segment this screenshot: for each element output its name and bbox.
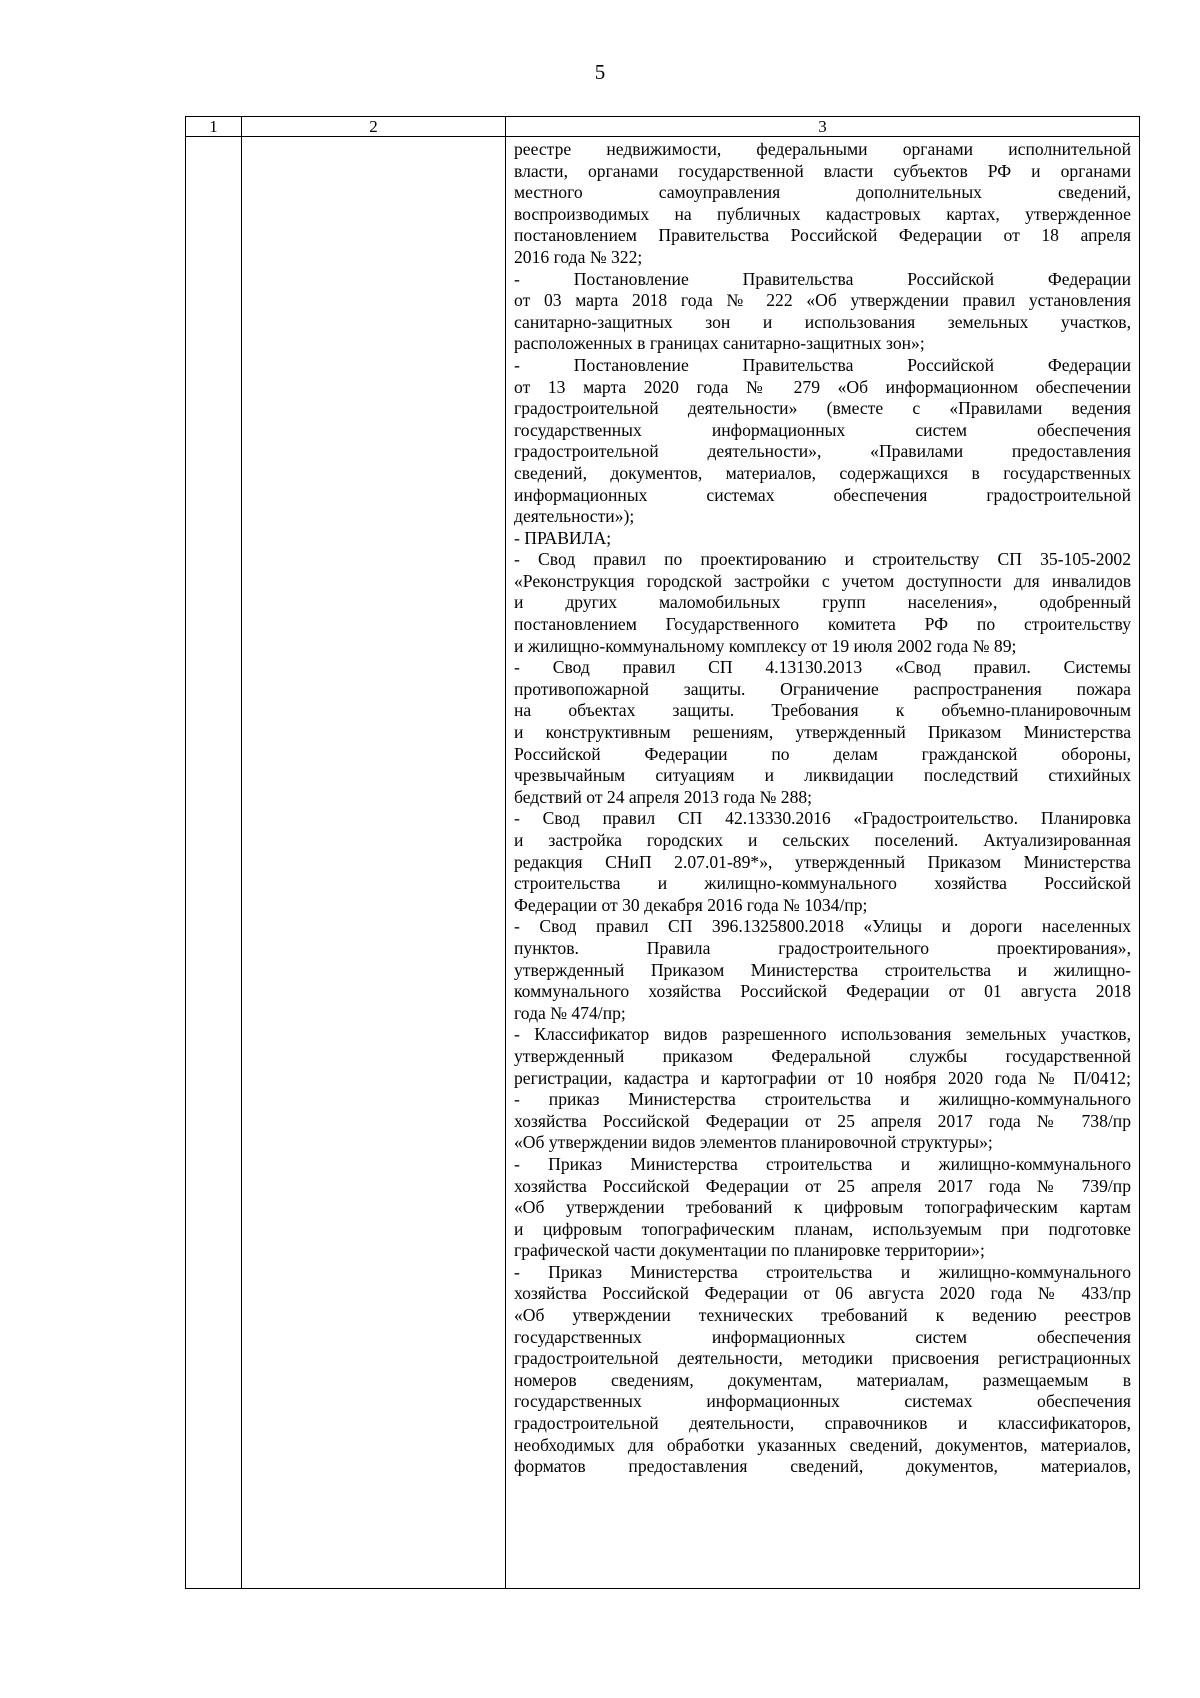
- text-line: Федерации от 30 декабря 2016 года № 1034/пр;: [514, 894, 868, 915]
- text-line: расположенных в границах санитарно-защитных зон»;: [514, 333, 925, 354]
- text-line: «Об утверждении технических требований к ведению реестров: [514, 1305, 1131, 1326]
- text-line: коммунального хозяйства Российской Федерации от 01 августа 2018: [514, 981, 1131, 1002]
- text-line: реестре недвижимости, федеральными органами исполнительной: [514, 139, 1131, 159]
- text-line: постановлением Государственного комитета РФ по строительству: [514, 614, 1131, 635]
- text-line: - Постановление Правительства Российской Федерации: [514, 268, 1131, 289]
- page-number: 5: [594, 60, 606, 84]
- header-cell-col-1: 1: [186, 117, 242, 137]
- text-line: - ПРАВИЛА;: [514, 527, 612, 548]
- text-line: - Свод правил по проектированию и строительству СП 35-105-2002: [514, 549, 1131, 570]
- text-line: градостроительной деятельности» (вместе с «Правилами ведения: [514, 398, 1131, 419]
- text-line: «Реконструкция городской застройки с учетом доступности для инвалидов: [514, 570, 1131, 591]
- text-line: - Свод правил СП 42.13330.2016 «Градостроительство. Планировка: [514, 808, 1131, 829]
- text-line: необходимых для обработки указанных сведений, документов, материалов,: [514, 1434, 1131, 1455]
- text-line: - Классификатор видов разрешенного использования земельных участков,: [514, 1024, 1131, 1045]
- text-line: форматов предоставления сведений, документов, материалов,: [514, 1456, 1131, 1477]
- text-line: государственных информационных системах обеспечения: [514, 1391, 1131, 1412]
- text-line: противопожарной защиты. Ограничение распространения пожара: [514, 678, 1131, 699]
- text-line: и конструктивным решениям, утвержденный Приказом Министерства: [514, 722, 1131, 743]
- text-line: воспроизводимых на публичных кадастровых картах, утвержденное: [514, 203, 1131, 224]
- text-line: 2016 года № 322;: [514, 246, 643, 267]
- text-line: градостроительной деятельности, методики присвоения регистрационных: [514, 1348, 1131, 1369]
- text-line: власти, органами государственной власти субъектов РФ и органами: [514, 160, 1131, 181]
- text-line: номеров сведениям, документам, материалам, размещаемым в: [514, 1369, 1131, 1390]
- text-line: - Приказ Министерства строительства и жилищно-коммунального: [514, 1153, 1131, 1174]
- text-line: утвержденный Приказом Министерства строительства и жилищно-: [514, 959, 1131, 980]
- text-line: хозяйства Российской Федерации от 06 августа 2020 года № 433/пр: [514, 1283, 1131, 1304]
- text-line: и застройка городских и сельских поселений. Актуализированная: [514, 830, 1131, 850]
- text-line: государственных информационных систем обеспечения: [514, 419, 1131, 440]
- text-line: «Об утверждении требований к цифровым топографическим картам: [514, 1197, 1131, 1218]
- text-line: редакция СНиП 2.07.01-89*», утвержденный Приказом Министерства: [514, 851, 1131, 872]
- text-line: государственных информационных систем обеспечения: [514, 1326, 1131, 1347]
- header-cell-col-2: 2: [242, 117, 506, 137]
- text-line: - Свод правил СП 396.1325800.2018 «Улицы и дороги населенных: [514, 916, 1131, 937]
- table-header-row: [186, 117, 1140, 137]
- text-line: от 03 марта 2018 года № 222 «Об утверждении правил установления: [514, 290, 1131, 311]
- text-line: от 13 марта 2020 года № 279 «Об информационном обеспечении: [514, 376, 1131, 397]
- text-line: хозяйства Российской Федерации от 25 апреля 2017 года № 738/пр: [514, 1110, 1131, 1131]
- regulations-text-lines: [514, 139, 1131, 1478]
- text-line: - приказ Министерства строительства и жилищно-коммунального: [514, 1089, 1131, 1110]
- text-line: года № 474/пр;: [514, 1002, 626, 1023]
- cell-col-1: [186, 137, 242, 1589]
- text-line: постановлением Правительства Российской Федерации от 18 апреля: [514, 225, 1131, 246]
- text-line: графической части документации по планировке территории»;: [514, 1240, 985, 1261]
- text-line: утвержденный приказом Федеральной службы государственной: [514, 1045, 1131, 1066]
- text-line: сведений, документов, материалов, содержащихся в государственных: [514, 462, 1131, 483]
- text-line: Российской Федерации по делам гражданской обороны,: [514, 743, 1131, 764]
- text-line: санитарно-защитных зон и использования земельных участков,: [514, 311, 1131, 332]
- text-line: пунктов. Правила градостроительного проектирования»,: [514, 937, 1131, 958]
- text-line: на объектах защиты. Требования к объемно-планировочным: [514, 700, 1131, 721]
- table-row: [186, 137, 1140, 1589]
- text-line: информационных системах обеспечения градостроительной: [514, 484, 1131, 505]
- cell-col-2: [242, 137, 506, 1589]
- text-line: - Постановление Правительства Российской Федерации: [514, 354, 1131, 375]
- text-line: - Свод правил СП 4.13130.2013 «Свод правил. Системы: [514, 657, 1131, 678]
- text-line: регистрации, кадастра и картографии от 10 ноября 2020 года № П/0412;: [514, 1067, 1131, 1088]
- text-line: бедствий от 24 апреля 2013 года № 288;: [514, 786, 813, 807]
- text-line: и других маломобильных групп населения», одобренный: [514, 592, 1131, 613]
- text-line: хозяйства Российской Федерации от 25 апреля 2017 года № 739/пр: [514, 1175, 1131, 1196]
- text-line: «Об утверждении видов элементов планировочной структуры»;: [514, 1132, 993, 1153]
- text-line: строительства и жилищно-коммунального хозяйства Российской: [514, 873, 1131, 894]
- cell-col-3-regulations-text: [506, 137, 1140, 1589]
- text-line: градостроительной деятельности», «Правилами предоставления: [514, 441, 1131, 462]
- text-line: и цифровым топографическим планам, используемым при подготовке: [514, 1218, 1131, 1239]
- text-line: деятельности»);: [514, 506, 635, 527]
- text-line: местного самоуправления дополнительных сведений,: [514, 182, 1131, 203]
- text-line: градостроительной деятельности, справочников и классификаторов,: [514, 1413, 1131, 1434]
- document-table: [185, 116, 1140, 1589]
- text-line: чрезвычайным ситуациям и ликвидации последствий стихийных: [514, 765, 1131, 786]
- header-cell-col-3: 3: [506, 117, 1140, 137]
- text-line: и жилищно-коммунальному комплексу от 19 июля 2002 года № 89;: [514, 635, 1017, 656]
- text-line: - Приказ Министерства строительства и жилищно-коммунального: [514, 1261, 1131, 1282]
